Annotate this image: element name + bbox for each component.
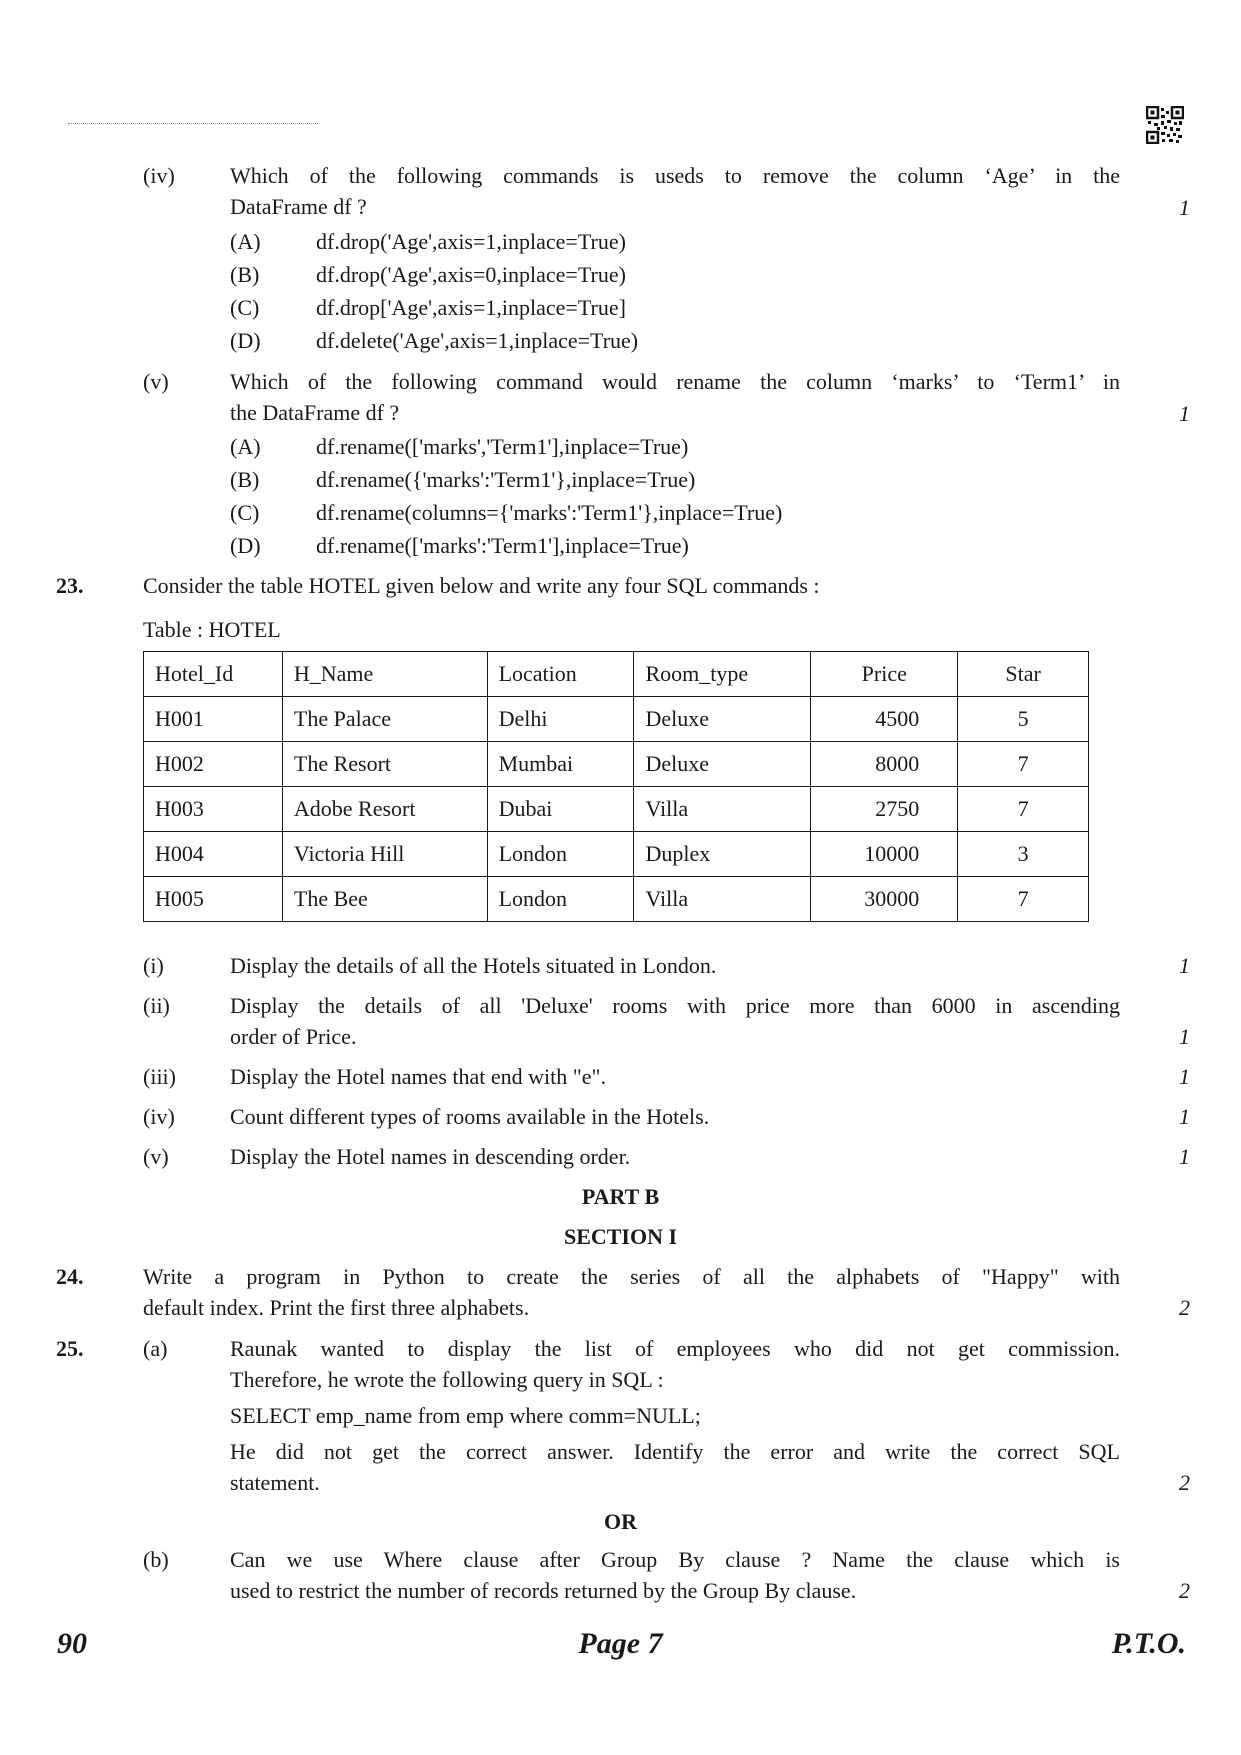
q23-part-text: Count different types of rooms available in the Hotels. bbox=[230, 1104, 710, 1129]
q24-mark: 2 bbox=[1179, 1295, 1190, 1320]
table-cell: Mumbai bbox=[487, 742, 634, 787]
table-cell: H002 bbox=[144, 742, 283, 787]
q25-a-text-line4: statement. bbox=[230, 1470, 320, 1495]
table-cell: H003 bbox=[144, 787, 283, 832]
table-cell: 7 bbox=[958, 742, 1089, 787]
option-text: df.rename(['marks':'Term1'],inplace=True) bbox=[316, 533, 689, 558]
table-header-row bbox=[144, 652, 1089, 697]
table-row bbox=[144, 787, 1089, 832]
option-label: (C) bbox=[230, 295, 260, 320]
q23-part-text-line2: order of Price. bbox=[230, 1024, 357, 1049]
hotel-table bbox=[143, 651, 1089, 922]
q25-b-label: (b) bbox=[143, 1547, 169, 1572]
option-text: df.drop('Age',axis=0,inplace=True) bbox=[316, 262, 626, 287]
q23-part-mark: 1 bbox=[1179, 1024, 1190, 1049]
q25-a-text-line3: He did not get the correct answer. Identify the error and write the correct SQL bbox=[230, 1439, 1120, 1464]
table-header-cell: H_Name bbox=[282, 652, 487, 697]
q22-iv-question-line2: DataFrame df ? bbox=[230, 194, 367, 219]
option-label: (B) bbox=[230, 262, 260, 287]
option-text: df.drop['Age',axis=1,inplace=True] bbox=[316, 295, 626, 320]
question-number: 24. bbox=[56, 1264, 84, 1289]
q24-text-line1: Write a program in Python to create the series of all the alphabets of "Happy" with bbox=[143, 1264, 1120, 1289]
table-header-cell: Hotel_Id bbox=[144, 652, 283, 697]
option-text: df.rename(columns={'marks':'Term1'},inplace=True) bbox=[316, 500, 783, 525]
table-cell: 10000 bbox=[811, 832, 958, 877]
q25-a-label: (a) bbox=[143, 1336, 168, 1361]
table-row bbox=[144, 877, 1089, 922]
table-cell: London bbox=[487, 832, 634, 877]
table-cell: Villa bbox=[634, 877, 811, 922]
table-cell: 30000 bbox=[811, 877, 958, 922]
q23-part-mark: 1 bbox=[1179, 1104, 1190, 1129]
qr-code-icon bbox=[1146, 106, 1184, 144]
q25-a-mark: 2 bbox=[1179, 1470, 1190, 1495]
table-row bbox=[144, 697, 1089, 742]
q25-a-text-line2: Therefore, he wrote the following query in SQL : bbox=[230, 1367, 664, 1392]
part-title: PART B bbox=[581, 1184, 660, 1209]
table-cell: Deluxe bbox=[634, 697, 811, 742]
option-text: df.rename(['marks','Term1'],inplace=True) bbox=[316, 434, 689, 459]
table-header-cell: Room_type bbox=[634, 652, 811, 697]
q22-v-question-line1: Which of the following command would rename the column ‘marks’ to ‘Term1’ in bbox=[230, 369, 1120, 394]
option-label: (D) bbox=[230, 328, 261, 353]
q23-part-text: Display the Hotel names in descending order. bbox=[230, 1144, 631, 1169]
q23-part-label: (v) bbox=[143, 1144, 169, 1169]
q23-part-mark: 1 bbox=[1179, 1144, 1190, 1169]
q22-iv-question-line1: Which of the following commands is useds to remove the column ‘Age’ in the bbox=[230, 163, 1120, 188]
q24-text-line2: default index. Print the first three alphabets. bbox=[143, 1295, 530, 1320]
table-cell: H001 bbox=[144, 697, 283, 742]
option-label: (D) bbox=[230, 533, 261, 558]
q22-iv-label: (iv) bbox=[143, 163, 175, 188]
q25-b-text-line2: used to restrict the number of records returned by the Group By clause. bbox=[230, 1578, 857, 1603]
table-cell: 2750 bbox=[811, 787, 958, 832]
table-header-cell: Star bbox=[958, 652, 1089, 697]
q23-part-label: (i) bbox=[143, 953, 164, 978]
footer-page-number: Page 7 bbox=[578, 1627, 663, 1660]
q23-part-text: Display the details of all the Hotels situated in London. bbox=[230, 953, 717, 978]
table-row bbox=[144, 832, 1089, 877]
q22-v-question-line2: the DataFrame df ? bbox=[230, 400, 400, 425]
table-cell: Dubai bbox=[487, 787, 634, 832]
q23-part-label: (ii) bbox=[143, 993, 170, 1018]
table-cell: H004 bbox=[144, 832, 283, 877]
table-header-cell: Price bbox=[811, 652, 958, 697]
q23-part-label: (iii) bbox=[143, 1064, 176, 1089]
table-cell: 3 bbox=[958, 832, 1089, 877]
table-row bbox=[144, 742, 1089, 787]
or-separator: OR bbox=[604, 1509, 637, 1534]
table-cell: The Bee bbox=[282, 877, 487, 922]
table-cell: H005 bbox=[144, 877, 283, 922]
table-cell: Delhi bbox=[487, 697, 634, 742]
table-cell: Villa bbox=[634, 787, 811, 832]
q22-v-label: (v) bbox=[143, 369, 169, 394]
question-number: 25. bbox=[56, 1336, 84, 1361]
table-cell: 8000 bbox=[811, 742, 958, 787]
q23-part-mark: 1 bbox=[1179, 953, 1190, 978]
q23-question-text: Consider the table HOTEL given below and write any four SQL commands : bbox=[143, 573, 820, 598]
option-text: df.drop('Age',axis=1,inplace=True) bbox=[316, 229, 626, 254]
question-number: 23. bbox=[56, 573, 84, 598]
q23-part-text: Display the Hotel names that end with "e". bbox=[230, 1064, 606, 1089]
footer-pto: P.T.O. bbox=[1111, 1627, 1186, 1660]
table-cell: Deluxe bbox=[634, 742, 811, 787]
table-caption: Table : HOTEL bbox=[143, 617, 281, 642]
table-cell: Adobe Resort bbox=[282, 787, 487, 832]
header-rule bbox=[68, 123, 318, 124]
q25-a-text-line1: Raunak wanted to display the list of employees who did not get commission. bbox=[230, 1336, 1120, 1361]
option-text: df.rename({'marks':'Term1'},inplace=True) bbox=[316, 467, 696, 492]
section-title: SECTION I bbox=[563, 1224, 678, 1249]
table-cell: Victoria Hill bbox=[282, 832, 487, 877]
sql-query: SELECT emp_name from emp where comm=NULL; bbox=[230, 1403, 701, 1428]
table-cell: 5 bbox=[958, 697, 1089, 742]
q23-part-text-line1: Display the details of all 'Deluxe' rooms with price more than 6000 in ascending bbox=[230, 993, 1120, 1018]
option-label: (B) bbox=[230, 467, 260, 492]
table-cell: 4500 bbox=[811, 697, 958, 742]
table-cell: London bbox=[487, 877, 634, 922]
table-cell: 7 bbox=[958, 787, 1089, 832]
option-text: df.delete('Age',axis=1,inplace=True) bbox=[316, 328, 639, 353]
table-cell: Duplex bbox=[634, 832, 811, 877]
q23-part-label: (iv) bbox=[143, 1104, 175, 1129]
table-header-cell: Location bbox=[487, 652, 634, 697]
q22-iv-mark: 1 bbox=[1179, 195, 1190, 220]
option-label: (A) bbox=[230, 229, 261, 254]
q23-part-mark: 1 bbox=[1179, 1064, 1190, 1089]
option-label: (A) bbox=[230, 434, 261, 459]
table-cell: 7 bbox=[958, 877, 1089, 922]
q25-b-text-line1: Can we use Where clause after Group By clause ? Name the clause which is bbox=[230, 1547, 1120, 1572]
footer-code: 90 bbox=[57, 1627, 87, 1660]
table-cell: The Palace bbox=[282, 697, 487, 742]
table-cell: The Resort bbox=[282, 742, 487, 787]
q25-b-mark: 2 bbox=[1179, 1578, 1190, 1603]
option-label: (C) bbox=[230, 500, 260, 525]
q22-v-mark: 1 bbox=[1179, 401, 1190, 426]
